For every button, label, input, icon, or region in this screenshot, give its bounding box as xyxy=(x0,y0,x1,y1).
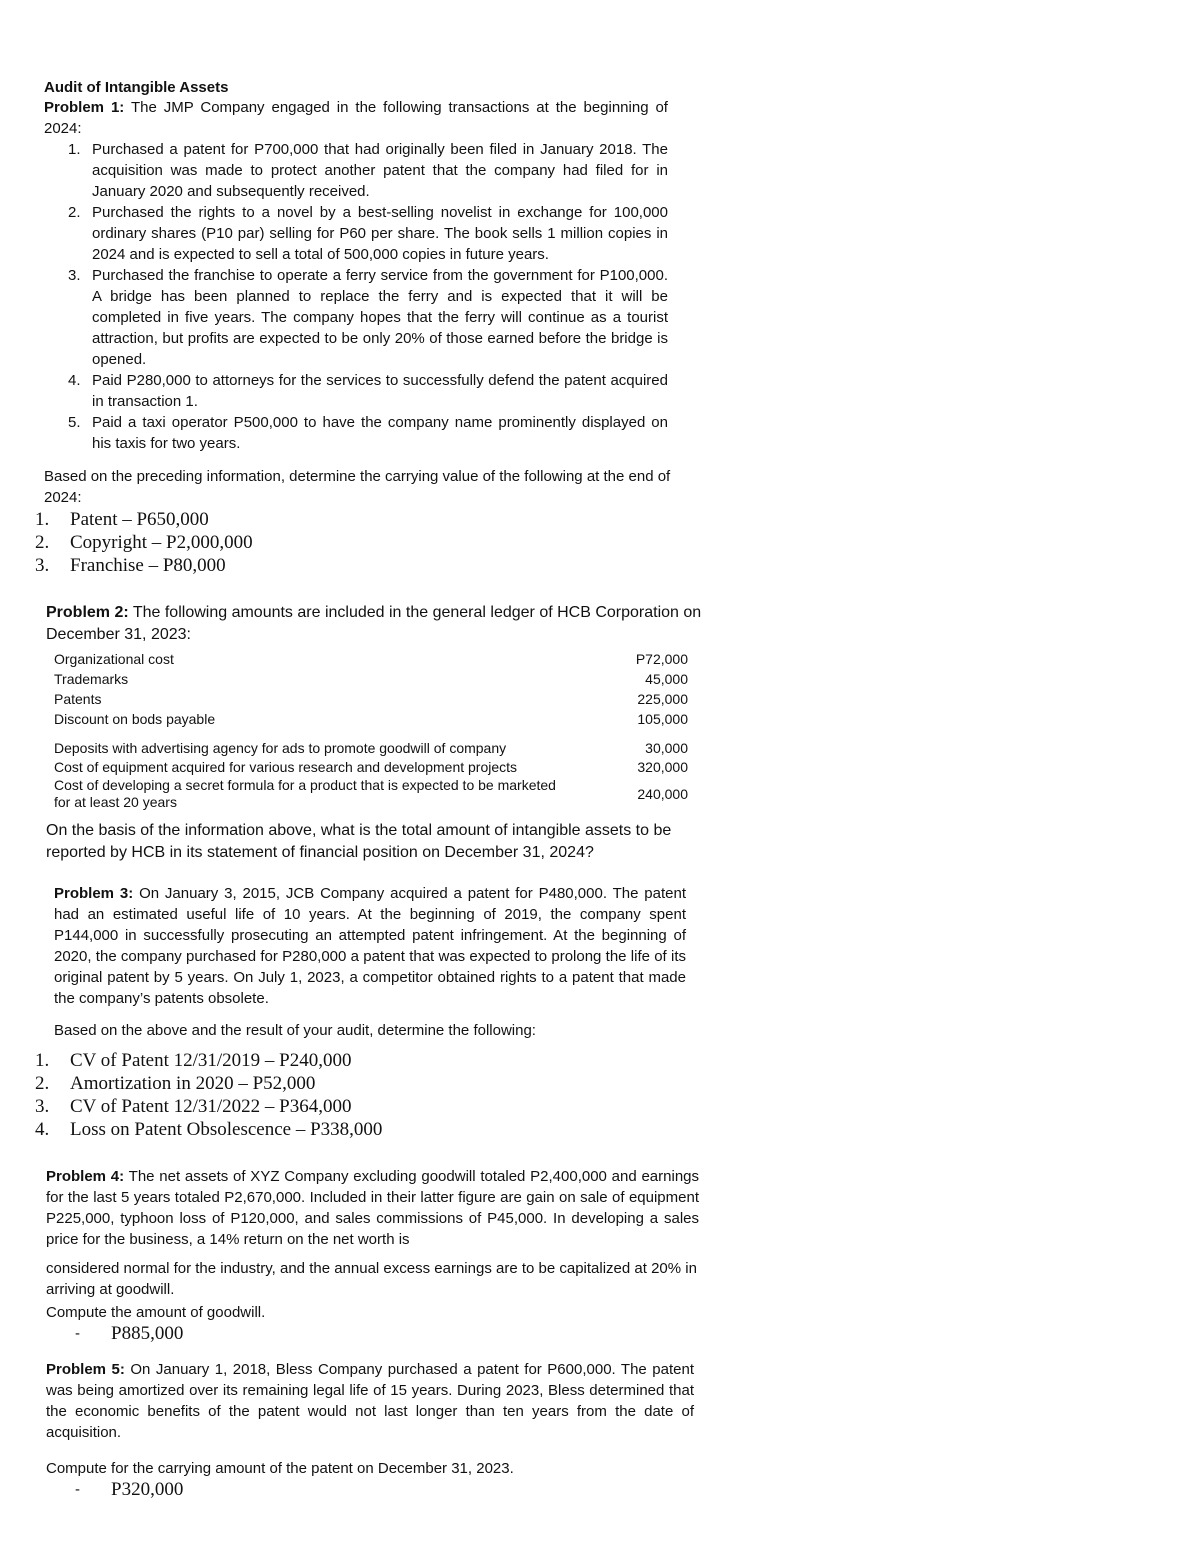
list-item: 4. Paid P280,000 to attorneys for the services to successfully defend the patent acquired in transaction 1. xyxy=(68,372,668,410)
table-row: Cost of equipment acquired for various research and development projects 320,000 xyxy=(54,759,688,775)
table-row: Trademarks 45,000 xyxy=(54,671,688,687)
table-row: Deposits with advertising agency for ads to promote goodwill of company 30,000 xyxy=(54,740,688,756)
ledger-table-b xyxy=(54,739,688,811)
problem-3-text: Problem 3: On January 3, 2015, JCB Company acquired a patent for P480,000. The patent had an estimated useful life of 10 years. At the beginning of 2019, the company spent P144,000 in successfully prosecuting an attempted patent infringement. At the beginning of 2020, the company purchased for P280,000 a patent that was expected to prolong the life of its original patent by 5 years. On July 1, 2023, a competitor obtained rights to a patent that made the company’s patents obsolete. xyxy=(54,885,686,1007)
problem-4-answer: - P885,000 xyxy=(75,1323,184,1344)
problem-5-question: Compute for the carrying amount of the patent on December 31, 2023. xyxy=(46,1460,514,1477)
problem-5-label: Problem 5: xyxy=(46,1361,125,1378)
problem-1-intro xyxy=(44,97,668,139)
table-row: Cost of developing a secret formula for a product that is expected to be marketed for at least 20 years 240,000 xyxy=(54,777,688,810)
table-row: Discount on bods payable 105,000 xyxy=(54,711,688,727)
list-item: 5. Paid a taxi operator P500,000 to have the company name prominently displayed on his taxis for two years. xyxy=(68,414,668,452)
problem-3-label: Problem 3: xyxy=(54,885,134,902)
problem-5-answer: - P320,000 xyxy=(75,1479,184,1500)
answer-item: 3. Franchise – P80,000 xyxy=(35,555,226,576)
problem-1-label: Problem 1: xyxy=(44,99,125,116)
answer-item: 1. Patent – P650,000 xyxy=(35,509,209,530)
problem-1-question: Based on the preceding information, determine the carrying value of the following at the end of 2024: xyxy=(44,468,671,506)
problem-4-text-a: Problem 4: The net assets of XYZ Company excluding goodwill totaled P2,400,000 and earnings for the last 5 years totaled P2,670,000. Included in their latter figure are gain on sale of equipment P225,000, typhoon loss of P120,000, and sales commissions of P45,000. In developing a sales price for the business, a 14% return on the net worth is xyxy=(46,1168,700,1248)
answer-item: 4. Loss on Patent Obsolescence – P338,000 xyxy=(35,1119,383,1140)
answer-item: 2. Copyright – P2,000,000 xyxy=(35,532,253,553)
table-row: Patents 225,000 xyxy=(54,691,688,707)
problem-3-question: Based on the above and the result of your audit, determine the following: xyxy=(54,1022,536,1039)
list-item: 3. Purchased the franchise to operate a ferry service from the government for P100,000. A bridge has been planned to replace the ferry and is expected that it will be completed in five years. The company hopes that the ferry will continue as a tourist attraction, but profits are expected to be only 20% of those earned before the bridge is opened. xyxy=(68,267,668,368)
ledger-table-a xyxy=(54,649,688,729)
problem-2-label: Problem 2: xyxy=(46,604,129,621)
answer-item: 1. CV of Patent 12/31/2019 – P240,000 xyxy=(35,1050,352,1071)
list-item: 2. Purchased the rights to a novel by a best-selling novelist in exchange for 100,000 ordinary shares (P10 par) selling for P60 per share. The book sells 1 million copies in 2024 and is expected to sell a total of 500,000 copies in future years. xyxy=(68,204,668,263)
problem-2-intro: Problem 2: The following amounts are included in the general ledger of HCB Corporation on December 31, 2023: xyxy=(46,604,702,643)
problem-4-label: Problem 4: xyxy=(46,1168,125,1185)
problem-1-answers xyxy=(35,508,435,577)
answer-item: 3. CV of Patent 12/31/2022 – P364,000 xyxy=(35,1096,352,1117)
problem-4-question: Compute the amount of goodwill. xyxy=(46,1304,266,1321)
problem-5-text: Problem 5: On January 1, 2018, Bless Company purchased a patent for P600,000. The patent was being amortized over its remaining legal life of 15 years. During 2023, Bless determined that the economic benefits of the patent would not last longer than ten years from the date of acquisition. xyxy=(46,1361,694,1441)
problem-3-answers xyxy=(35,1049,485,1141)
list-item: 1. Purchased a patent for P700,000 that had originally been filed in January 2018. The acquisition was made to protect another patent that the company had filed for in January 2020 and subsequently received. xyxy=(68,141,668,200)
answer-item: 2. Amortization in 2020 – P52,000 xyxy=(35,1073,316,1094)
table-row: Organizational cost P72,000 xyxy=(54,651,688,667)
problem-1-intro-text: The JMP Company engaged in the following transactions at the beginning of 2024: xyxy=(44,99,668,137)
problem-4-text-b: considered normal for the industry, and the annual excess earnings are to be capitalized at 20% in arriving at goodwill. xyxy=(46,1260,697,1298)
problem-1-transactions xyxy=(44,139,668,454)
problem-2-question: On the basis of the information above, what is the total amount of intangible assets to be reported by HCB in its statement of financial position on December 31, 2024? xyxy=(46,822,672,861)
page-title: Audit of Intangible Assets xyxy=(44,79,229,96)
